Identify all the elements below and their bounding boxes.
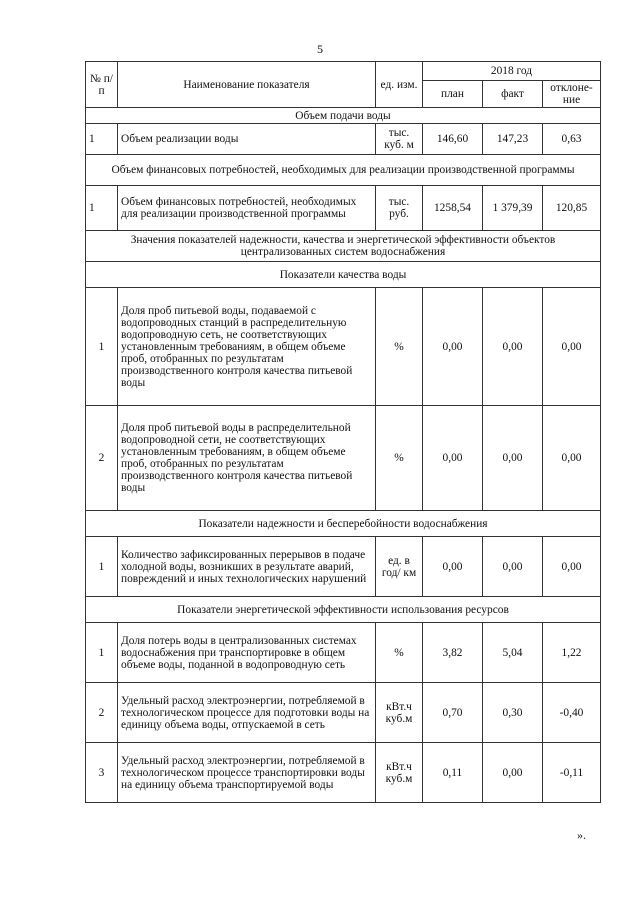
row-num: 2 [86, 683, 118, 743]
row-num: 3 [86, 743, 118, 803]
section-header [86, 155, 601, 186]
row-deviation: -0,11 [543, 743, 601, 803]
row-deviation: 1,22 [543, 623, 601, 683]
header-fact: факт [483, 81, 543, 108]
row-num: 1 [86, 124, 118, 155]
indicators-table [85, 61, 601, 803]
row-num: 1 [86, 288, 118, 406]
table-row [86, 288, 601, 406]
table-header-row [86, 62, 601, 81]
row-num: 2 [86, 406, 118, 511]
row-plan: 0,00 [423, 406, 483, 511]
table-row [86, 683, 601, 743]
row-name: Доля потерь воды в централизованных системах водоснабжения при транспортировке в общем объеме воды, поданной в водопроводную сеть [118, 623, 376, 683]
section-title: Объем подачи воды [86, 108, 601, 124]
row-fact: 0,00 [483, 743, 543, 803]
section-header [86, 597, 601, 623]
header-unit: ед. изм. [376, 62, 423, 108]
row-fact: 0,00 [483, 537, 543, 597]
row-plan: 0,00 [423, 537, 483, 597]
row-plan: 1258,54 [423, 186, 483, 231]
page-number: 5 [317, 42, 323, 56]
table-row [86, 124, 601, 155]
table-row [86, 623, 601, 683]
row-unit: кВт.ч куб.м [376, 683, 423, 743]
table-row [86, 186, 601, 231]
header-name: Наименование показателя [118, 62, 376, 108]
row-plan: 0,11 [423, 743, 483, 803]
row-fact: 0,00 [483, 406, 543, 511]
row-name: Доля проб питьевой воды, подаваемой с водопроводных станций в распределительную водопроводную сеть, не соответствующих установленным требованиям, в общем объеме проб, отобранных по результатам производственного контроля качества питьевой воды [118, 288, 376, 406]
row-plan: 0,00 [423, 288, 483, 406]
row-name: Объем финансовых потребностей, необходимых для реализации производственной программы [118, 186, 376, 231]
table-row [86, 743, 601, 803]
row-deviation: 0,00 [543, 537, 601, 597]
row-unit: тыс. куб. м [376, 124, 423, 155]
row-fact: 1 379,39 [483, 186, 543, 231]
header-deviation: отклоне-ние [543, 81, 601, 108]
section-title: Значения показателей надежности, качества и энергетической эффективности объектов централизованных систем водоснабжения [86, 231, 601, 262]
row-num: 1 [86, 623, 118, 683]
row-name: Количество зафиксированных перерывов в подаче холодной воды, возникших в результате аварий, повреждений и иных технологических нарушений [118, 537, 376, 597]
header-plan: план [423, 81, 483, 108]
table-row [86, 537, 601, 597]
header-year: 2018 год [423, 62, 601, 81]
section-header [86, 511, 601, 537]
row-unit: тыс. руб. [376, 186, 423, 231]
row-num: 1 [86, 186, 118, 231]
row-name: Объем реализации воды [118, 124, 376, 155]
row-name: Доля проб питьевой воды в распределительной водопроводной сети, не соответствующих установленным требованиям, в общем объеме проб, отобранных по результатам производственного контроля качества питьевой воды [118, 406, 376, 511]
header-num: № п/п [86, 62, 118, 108]
section-title: Показатели качества воды [86, 262, 601, 288]
row-plan: 0,70 [423, 683, 483, 743]
row-unit: % [376, 406, 423, 511]
row-plan: 146,60 [423, 124, 483, 155]
section-title: Показатели надежности и бесперебойности водоснабжения [86, 511, 601, 537]
row-unit: % [376, 288, 423, 406]
row-unit: % [376, 623, 423, 683]
row-deviation: 0,63 [543, 124, 601, 155]
row-deviation: 0,00 [543, 406, 601, 511]
row-name: Удельный расход электроэнергии, потребляемой в технологическом процессе для подготовки воды на единицу объема воды, отпускаемой в сеть [118, 683, 376, 743]
row-deviation: -0,40 [543, 683, 601, 743]
row-fact: 0,30 [483, 683, 543, 743]
row-fact: 0,00 [483, 288, 543, 406]
row-unit: ед. в год/ км [376, 537, 423, 597]
row-num: 1 [86, 537, 118, 597]
section-header [86, 231, 601, 262]
closing-quote: ». [577, 828, 586, 842]
row-fact: 147,23 [483, 124, 543, 155]
section-title: Объем финансовых потребностей, необходимых для реализации производственной программы [86, 155, 601, 186]
section-title: Показатели энергетической эффективности использования ресурсов [86, 597, 601, 623]
row-plan: 3,82 [423, 623, 483, 683]
section-header [86, 262, 601, 288]
row-unit: кВт.ч куб.м [376, 743, 423, 803]
row-deviation: 120,85 [543, 186, 601, 231]
table-row [86, 406, 601, 511]
row-deviation: 0,00 [543, 288, 601, 406]
row-fact: 5,04 [483, 623, 543, 683]
section-header [86, 108, 601, 124]
row-name: Удельный расход электроэнергии, потребляемой в технологическом процессе транспортировки воды на единицу объема транспортируемой воды [118, 743, 376, 803]
